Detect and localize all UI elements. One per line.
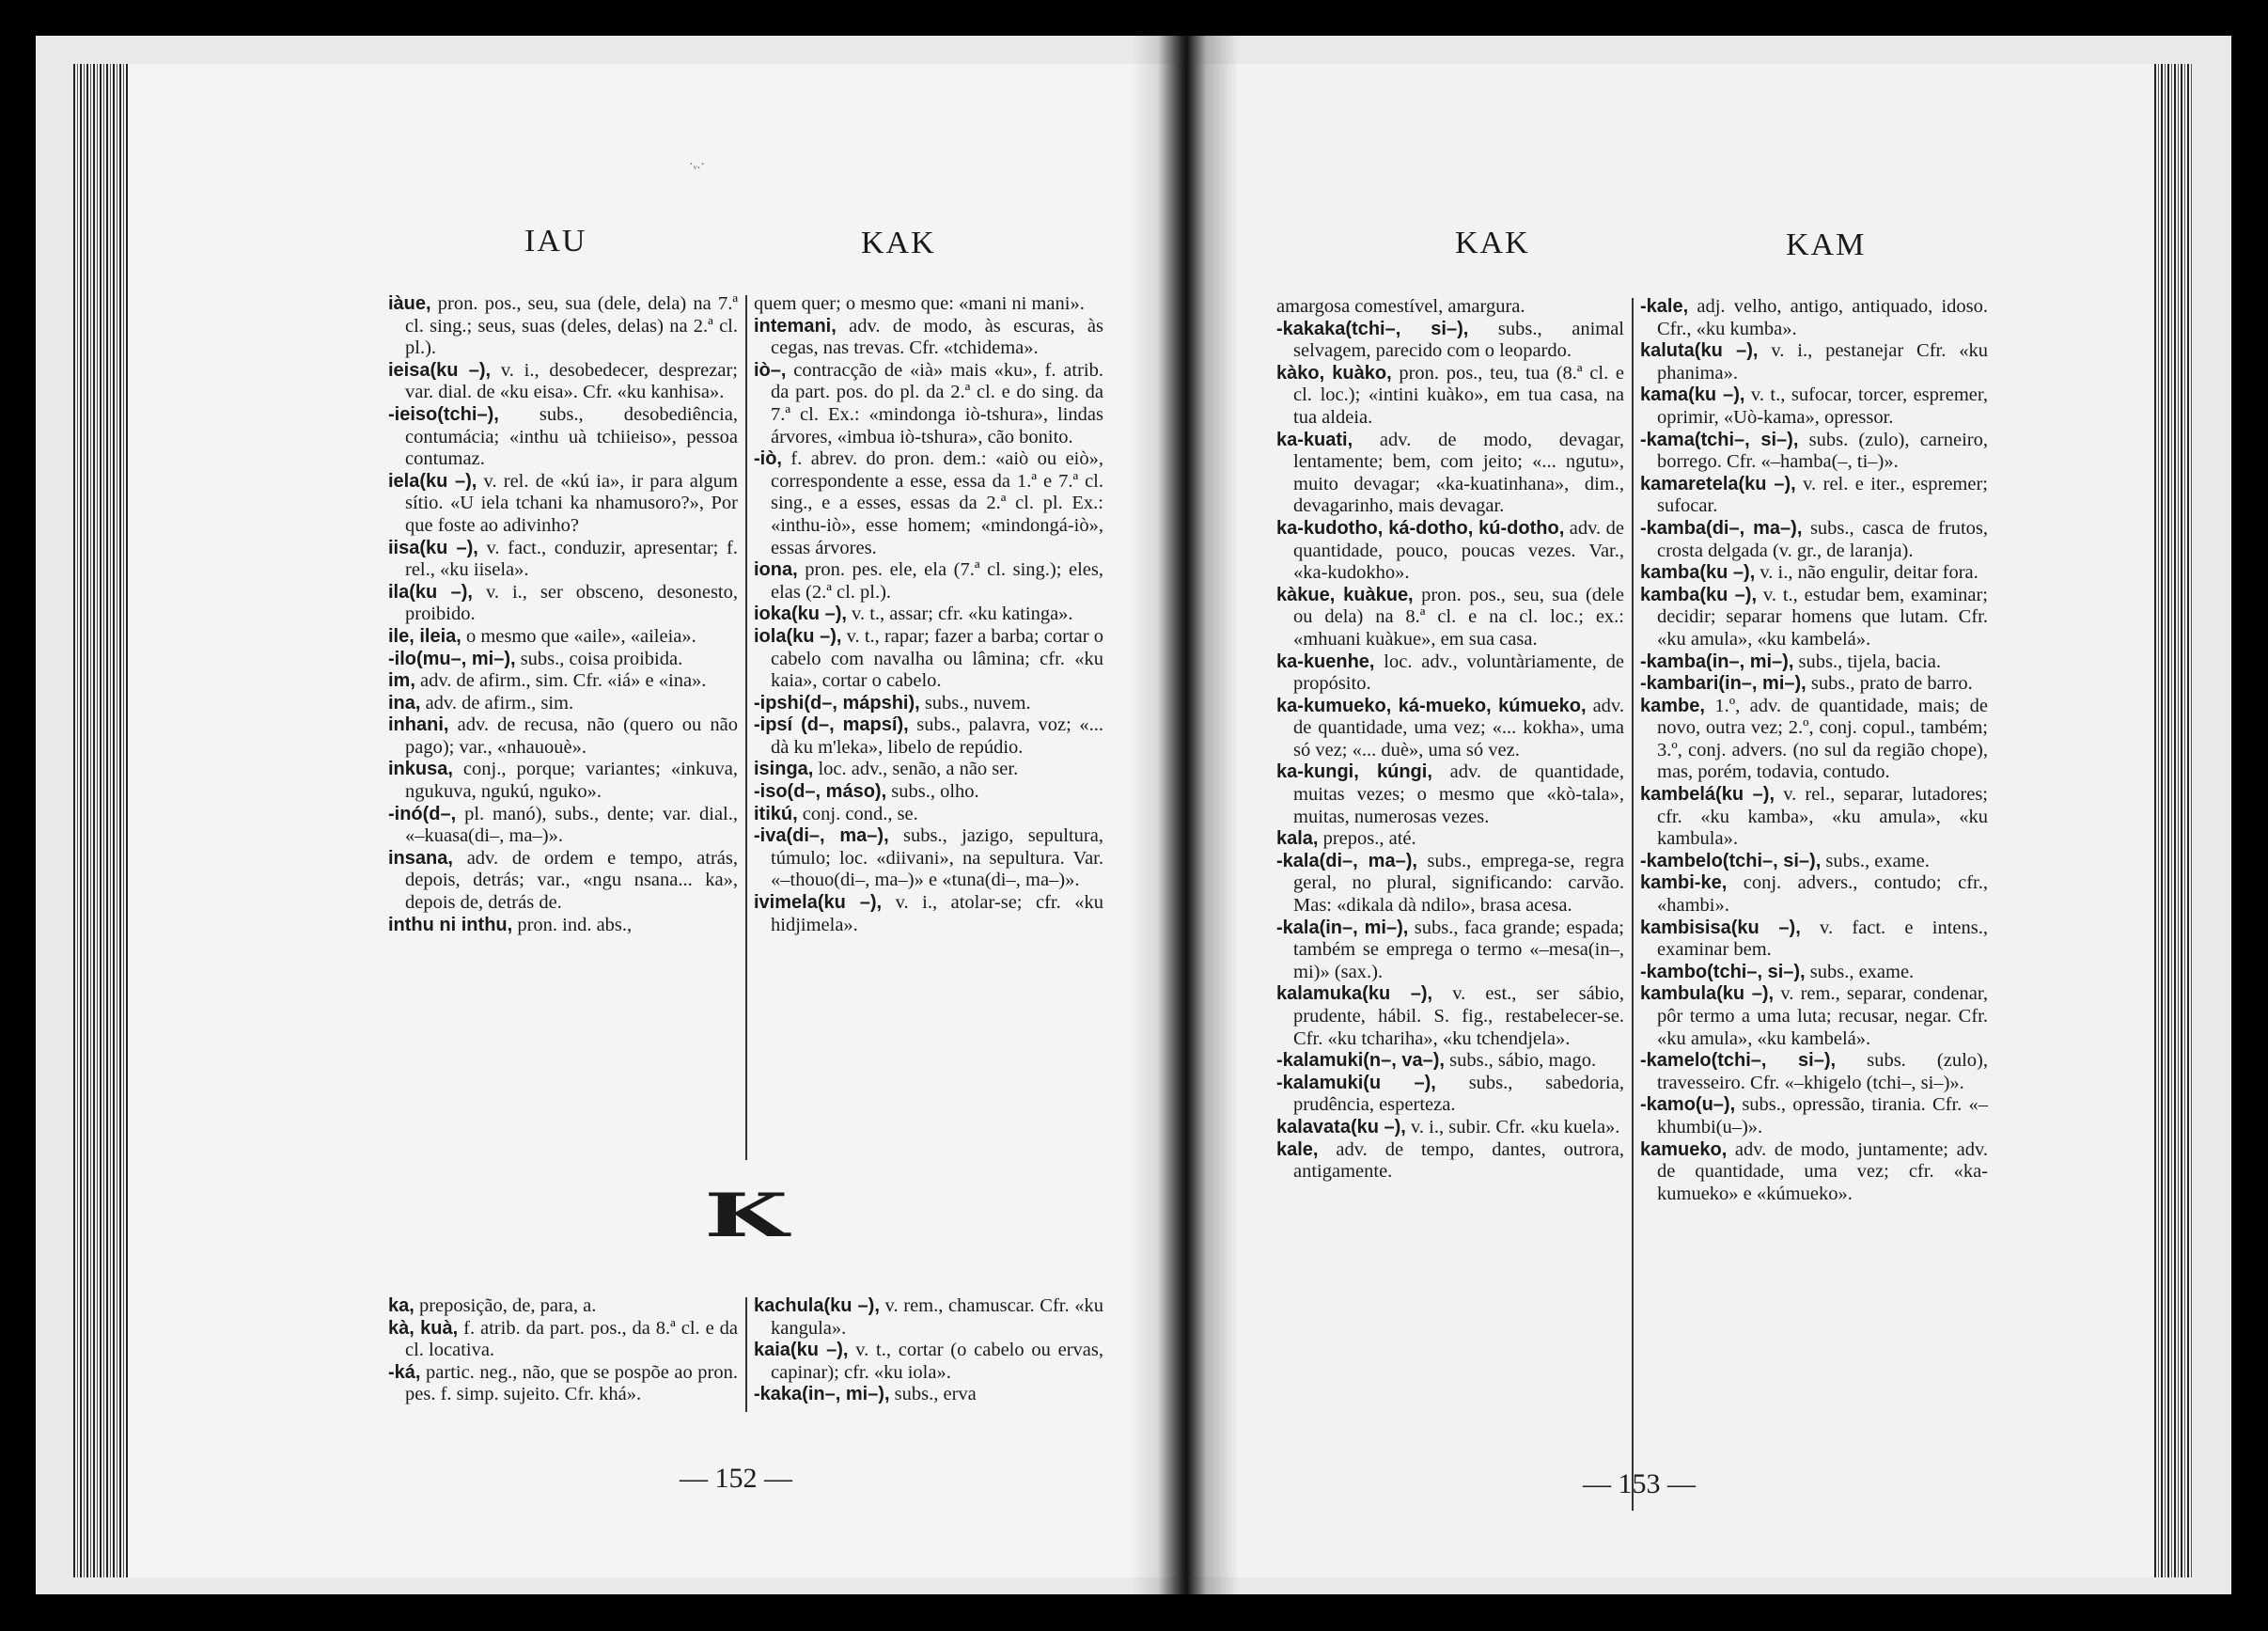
entry-definition: v. i., não engulir, deitar fora. [1755, 562, 1979, 584]
entry-headword: -kamo(u–), [1640, 1094, 1736, 1116]
entry-definition: pron. ind. abs., [512, 914, 633, 935]
book-gutter-shadow [1131, 36, 1239, 1594]
entry-headword: -kale, [1640, 296, 1689, 317]
dictionary-entry [1276, 917, 1624, 984]
entry-headword: iola(ku –), [754, 625, 842, 647]
entry-definition: pron. pos., seu, sua (dele, dela) na 7.ª cl. sing.; seus, suas (deles, delas) na 2.ª cl. pl.). [405, 293, 738, 359]
left-column-2-bottom [754, 1295, 1103, 1406]
dictionary-entry [1640, 562, 1988, 585]
entry-headword: -iva(di–, ma–), [754, 825, 889, 847]
left-column-rule [745, 295, 747, 1160]
entry-definition: v. fact. e intens., examinar bem. [1657, 917, 1988, 961]
entry-headword: ile, ileia, [388, 625, 461, 647]
entry-definition: subs., jazigo, sepultura, túmulo; loc. «diivani», na sepultura. Var. «–thouo(di–, ma–)» e «tuna(di–, ma–)». [771, 825, 1103, 891]
entry-definition: subs., faca grande; espada; também se emprega o termo «–mesa(in–, mi)» (sax.). [1293, 917, 1624, 982]
dictionary-entry [388, 649, 738, 671]
entry-definition: o mesmo que «aile», «aileia». [461, 625, 696, 647]
dictionary-entry [1276, 585, 1624, 651]
dictionary-entry [388, 759, 738, 803]
entry-definition: adj. velho, antigo, antiquado, idoso. Cfr., «ku kumba». [1657, 296, 1988, 339]
page-number-153: — 153 — [1583, 1468, 1696, 1499]
right-column-2 [1640, 296, 1988, 1205]
dictionary-entry [1276, 518, 1624, 585]
dictionary-entry [1640, 983, 1988, 1050]
entry-headword: kalamuka(ku –), [1276, 983, 1433, 1005]
entry-definition: v. t., rapar; fazer a barba; cortar o cabelo com navalha ou lâmina; cfr. «ku kaia», cortar o cabelo. [771, 625, 1103, 692]
entry-headword: kala, [1276, 828, 1319, 850]
dictionary-entry [754, 759, 1103, 781]
right-page-edge [2154, 64, 2192, 1577]
dictionary-entry [754, 559, 1103, 604]
entry-headword: kà, kuà, [388, 1317, 459, 1339]
dictionary-entry [388, 1318, 738, 1362]
section-letter: K [704, 1181, 789, 1251]
dictionary-entry [1276, 1050, 1624, 1073]
dictionary-entry [1640, 518, 1988, 562]
dictionary-entry [1276, 983, 1624, 1050]
entry-definition: v. t., cortar (o cabelo ou ervas, capinar); cfr. «ku iola». [771, 1340, 1104, 1383]
right-header-2: KAM [1786, 227, 1867, 262]
entry-definition: subs., olho. [886, 781, 979, 803]
left-column-1-bottom [388, 1295, 738, 1406]
entry-definition: subs., exame. [1805, 961, 1915, 982]
dictionary-entry [1640, 474, 1988, 518]
entry-headword: -kambo(tchi–, si–), [1640, 961, 1806, 982]
entry-headword: ka-kuenhe, [1276, 651, 1375, 672]
dictionary-entry [1276, 696, 1624, 762]
entry-definition: subs., sábio, mago. [1444, 1050, 1597, 1072]
dictionary-entry [388, 915, 738, 937]
dictionary-entry [1276, 430, 1624, 518]
dictionary-entry [388, 1362, 738, 1406]
dictionary-entry [388, 360, 738, 404]
entry-headword: kaluta(ku –), [1640, 340, 1759, 362]
dictionary-entry [754, 804, 1103, 826]
dictionary-entry [388, 1295, 738, 1318]
entry-definition: subs., desobediência, contumácia; «inthu uà tchiieiso», pessoa contumaz. [405, 403, 738, 470]
entry-headword: ina, [388, 692, 421, 714]
dictionary-entry [1276, 363, 1624, 430]
entry-headword: iàue, [388, 293, 431, 314]
entry-headword: im, [388, 670, 415, 692]
entry-headword: insana, [388, 847, 453, 869]
dictionary-entry [754, 448, 1103, 559]
entry-headword: kamba(ku –), [1640, 562, 1756, 584]
dictionary-entry [1640, 696, 1988, 784]
dictionary-entry [388, 670, 738, 693]
dictionary-entry [388, 714, 738, 759]
entry-headword: ka-kuati, [1276, 429, 1353, 450]
dictionary-entry [1276, 1117, 1624, 1139]
scan-background [36, 36, 2231, 1594]
dictionary-entry [754, 604, 1103, 626]
left-column-1 [388, 293, 738, 936]
dictionary-entry [754, 1384, 1103, 1406]
left-header-2: KAK [861, 226, 936, 260]
entry-definition: v. rel. de «kú ia», ir para algum sítio. «U iela tchani ka nhamusoro?», Por que foste ao adivinho? [405, 470, 738, 536]
dictionary-entry [754, 293, 1103, 316]
entry-headword: iò–, [754, 359, 787, 381]
dictionary-entry [388, 582, 738, 626]
entry-headword: -kakaka(tchi–, si–), [1276, 318, 1469, 339]
entry-headword: kambula(ku –), [1640, 983, 1775, 1005]
entry-definition: v. i., atolar-se; cfr. «ku hidjimela». [771, 892, 1104, 935]
entry-headword: intemani, [754, 315, 837, 337]
dictionary-entry [1276, 296, 1624, 319]
right-header-1: KAK [1455, 226, 1530, 260]
dictionary-entry [1276, 651, 1624, 696]
entry-definition: v. i., subir. Cfr. «ku kuela». [1405, 1116, 1620, 1137]
dictionary-entry [388, 693, 738, 715]
entry-headword: kama(ku –), [1640, 384, 1745, 406]
entry-definition: subs. (zulo), travesseiro. Cfr. «–khigelo (tchi–, si–)». [1657, 1050, 1989, 1093]
entry-definition: subs., exame. [1821, 850, 1930, 871]
entry-definition: loc. adv., voluntàriamente, de propósito. [1293, 651, 1624, 695]
entry-headword: -iso(d–, máso), [754, 781, 887, 803]
entry-definition: f. abrev. do pron. dem.: «aiò ou eiò», correspondente a esse, essa da 1.ª e 7.ª cl. sing., e a esses, essas da 2.ª cl. pl. Ex.: «inthu-iò», esse homem; «mindongá-iò», essas árvores. [771, 448, 1103, 558]
entry-definition: v. t., assar; cfr. «ku katinga». [846, 604, 1073, 625]
dictionary-entry [754, 781, 1103, 804]
dictionary-entry [754, 1340, 1103, 1384]
entry-headword: ka-kungi, kúngi, [1276, 761, 1432, 783]
entry-headword: kambelá(ku –), [1640, 784, 1775, 806]
entry-definition: subs., coisa proibida. [515, 648, 683, 669]
entry-headword: kaia(ku –), [754, 1340, 849, 1361]
entry-definition: v. i., desobedecer, desprezar; var. dial. de «ku eisa». Cfr. «ku kanhisa». [405, 359, 738, 403]
entry-headword: kamueko, [1640, 1138, 1728, 1160]
entry-definition: subs., tijela, bacia. [1793, 651, 1941, 672]
dictionary-entry [1276, 1139, 1624, 1184]
dictionary-entry [1640, 296, 1988, 340]
entry-definition: f. atrib. da part. pos., da 8.ª cl. e da cl. locativa. [405, 1317, 738, 1361]
right-column-rule [1632, 298, 1634, 1511]
entry-definition: subs., casca de frutos, crosta delgada (v. gr., de laranja). [1657, 517, 1988, 561]
dictionary-entry [1640, 340, 1988, 384]
entry-headword: -ká, [388, 1361, 421, 1383]
entry-definition: subs., emprega-se, regra geral, no plural, significando: carvão. Mas: «dikala dà ndilo», brasa acesa. [1293, 850, 1624, 917]
dictionary-entry [1640, 384, 1988, 429]
right-column-1 [1276, 296, 1624, 1184]
entry-headword: ila(ku –), [388, 581, 473, 603]
entry-definition: adv. de afirm., sim. [420, 692, 574, 714]
entry-headword: -ieiso(tchi–), [388, 403, 499, 425]
entry-definition: pron. pos., seu, sua (dele ou dela) na 8.ª cl. e na cl. loc.; ex.: «mhuani kuàkue», em sua casa. [1293, 584, 1624, 650]
dictionary-entry [1640, 1139, 1988, 1206]
entry-definition: subs., sabedoria, prudência, esperteza. [1293, 1072, 1624, 1116]
dictionary-entry [388, 848, 738, 915]
entry-headword: kale, [1276, 1138, 1319, 1160]
entry-definition: subs., palavra, voz; «... dà ku m'leka», libelo de repúdio. [771, 714, 1103, 758]
left-page [73, 64, 1201, 1577]
entry-headword: ka-kumueko, ká-mueko, kúmueko, [1276, 695, 1587, 716]
entry-headword: -kamba(in–, mi–), [1640, 651, 1794, 672]
entry-definition: conj. cond., se. [797, 803, 918, 824]
entry-headword: iela(ku –), [388, 470, 477, 492]
dictionary-entry [1276, 828, 1624, 851]
dictionary-entry [388, 404, 738, 471]
entry-definition: prepos., até. [1318, 828, 1416, 850]
entry-headword: inhani, [388, 714, 449, 736]
entry-headword: ieisa(ku –), [388, 359, 492, 381]
entry-definition: subs., animal selvagem, parecido com o leopardo. [1293, 318, 1625, 362]
entry-headword: kambe, [1640, 695, 1705, 716]
dictionary-entry [1640, 673, 1988, 696]
entry-definition: v. i., pestanejar Cfr. «ku phanima». [1657, 340, 1988, 384]
entry-definition: preposição, de, para, a. [414, 1295, 597, 1316]
entry-definition: v. t., sufocar, torcer, espremer, oprimir, «Uò-kama», opressor. [1657, 384, 1988, 428]
dictionary-entry [388, 804, 738, 848]
entry-headword: -kama(tchi–, si–), [1640, 429, 1799, 450]
entry-definition: adv. de recusa, não (quero ou não pago); var., «nhauouè». [405, 714, 738, 758]
entry-definition: v. rel., separar, lutadores; cfr. «ku kamba», «ku amula», «ku kambula». [1657, 784, 1988, 850]
dictionary-entry [1640, 651, 1988, 674]
entry-definition: amargosa comestível, amargura. [1276, 296, 1525, 317]
dictionary-entry [754, 825, 1103, 892]
entry-headword: -kala(in–, mi–), [1276, 917, 1409, 938]
entry-definition: v. rel. e iter., espremer; sufocar. [1657, 473, 1988, 517]
right-page [1173, 64, 2192, 1577]
entry-headword: kàko, kuàko, [1276, 362, 1392, 384]
entry-headword: itikú, [754, 803, 798, 824]
entry-headword: inthu ni inthu, [388, 914, 513, 935]
entry-definition: adv. de quantidade, uma vez; «... kokha», uma só vez; «... duè», uma só vez. [1293, 695, 1624, 761]
dictionary-entry [1640, 917, 1988, 962]
entry-headword: isinga, [754, 759, 814, 780]
entry-definition: conj. advers., contudo; cfr., «hambi». [1657, 872, 1988, 917]
dictionary-entry [1276, 761, 1624, 828]
entry-headword: -kambelo(tchi–, si–), [1640, 850, 1822, 871]
dictionary-entry [388, 538, 738, 582]
entry-definition: quem quer; o mesmo que: «mani ni mani». [754, 293, 1085, 314]
entry-definition: partic. neg., não, que se pospõe ao pron. pes. f. simp. sujeito. Cfr. khá». [405, 1361, 738, 1405]
dictionary-entry [1640, 585, 1988, 651]
left-header-1: IAU [524, 224, 587, 259]
entry-definition: loc. adv., senão, a não ser. [813, 759, 1019, 780]
left-column-rule-bottom [745, 1297, 747, 1412]
entry-definition: v. est., ser sábio, prudente, hábil. S. fig., restabelecer-se. Cfr. «ku tchariha», «ku tchendjela». [1293, 983, 1624, 1049]
entry-definition: v. fact., conduzir, apresentar; f. rel., «ku iisela». [405, 537, 738, 581]
entry-headword: -iò, [754, 448, 782, 470]
entry-headword: -kalamuki(n–, va–), [1276, 1050, 1445, 1072]
entry-definition: contracção de «ià» mais «ku», f. atrib. da part. pos. do pl. da 2.ª cl. e do sing. da 7.ª cl. Ex.: «mindonga iò-tshura», lindas árvores, «imbua iò-tshura», cão bonito. [771, 359, 1103, 447]
entry-headword: inkusa, [388, 759, 453, 780]
entry-headword: -kamba(di–, ma–), [1640, 517, 1803, 539]
dictionary-entry [754, 892, 1103, 936]
dictionary-entry [1276, 851, 1624, 917]
dictionary-entry [388, 293, 738, 360]
entry-definition: adv. de tempo, dantes, outrora, antigamente. [1293, 1138, 1624, 1183]
entry-definition: subs., erva [889, 1384, 977, 1405]
entry-headword: -ipshi(d–, mápshi), [754, 692, 920, 714]
dictionary-entry [1640, 784, 1988, 851]
dictionary-entry [1640, 872, 1988, 917]
dictionary-entry [1276, 319, 1624, 363]
entry-definition: adv. de modo, às escuras, às cegas, nas trevas. Cfr. «tchidema». [771, 315, 1103, 359]
dictionary-entry [1640, 962, 1988, 984]
entry-headword: iona, [754, 559, 798, 581]
entry-headword: kalavata(ku –), [1276, 1116, 1406, 1137]
entry-headword: -kalamuki(u –), [1276, 1072, 1436, 1093]
entry-definition: adv. de ordem e tempo, atrás, depois, detrás; var., «ngu nsana... ka», depois de, detrás de. [405, 847, 738, 914]
dictionary-entry [754, 360, 1103, 448]
entry-headword: kamaretela(ku –), [1640, 473, 1796, 494]
entry-definition: subs., prato de barro. [1806, 673, 1973, 695]
entry-headword: kambi-ke, [1640, 872, 1728, 894]
entry-definition: subs., nuvem. [919, 692, 1031, 714]
entry-headword: -inó(d–, [388, 803, 457, 824]
entry-definition: adv. de afirm., sim. Cfr. «iá» e «ina». [414, 670, 707, 692]
entry-definition: subs., opressão, tirania. Cfr. «–khumbi(u–)». [1657, 1094, 1988, 1137]
entry-definition: subs. (zulo), carneiro, borrego. Cfr. «–hamba(–, ti–)». [1657, 429, 1988, 473]
dictionary-entry [754, 626, 1103, 693]
entry-definition: 1.º, adv. de quantidade, mais; de novo, outra vez; 2.º, conj. copul., também; 3.º, conj. advers. (no sul da região chope), mas, porém, todavia, contudo. [1657, 695, 1988, 783]
entry-headword: iisa(ku –), [388, 537, 478, 558]
entry-definition: conj., porque; variantes; «inkuva, ngukuva, ngukú, nguko». [405, 759, 738, 803]
entry-headword: ivimela(ku –), [754, 892, 883, 914]
dictionary-entry [754, 1295, 1103, 1340]
left-column-2 [754, 293, 1103, 936]
entry-definition: pron. pos., teu, tua (8.ª cl. e cl. loc.); «intini kuàko», em tua casa, na tua aldeia. [1293, 362, 1624, 428]
dictionary-entry [1276, 1073, 1624, 1117]
dictionary-entry [754, 693, 1103, 715]
entry-headword: -kamelo(tchi–, si–), [1640, 1050, 1837, 1072]
dictionary-entry [754, 714, 1103, 759]
dictionary-entry [1640, 430, 1988, 474]
entry-definition: adv. de modo, juntamente; adv. de quantidade, uma vez; cfr. «ka-kumueko» e «kúmueko». [1657, 1138, 1988, 1204]
entry-headword: ioka(ku –), [754, 604, 847, 625]
entry-definition: v. rem., chamuscar. Cfr. «ku kangula». [771, 1295, 1103, 1339]
entry-definition: pl. manó), subs., dente; var. dial., «–kuasa(di–, ma–)». [405, 803, 738, 847]
entry-headword: kambisisa(ku –), [1640, 917, 1801, 938]
entry-headword: -kambari(in–, mi–), [1640, 673, 1807, 695]
entry-definition: v. i., ser obsceno, desonesto, proibido. [405, 581, 738, 625]
entry-definition: adv. de modo, devagar, lentamente; bem, com jeito; «... ngutu», muito devagar; «ka-kuatinhana», dim., devagarinho, mais devagar. [1293, 429, 1624, 517]
entry-definition: v. rem., separar, condenar, pôr termo a uma luta; recusar, negar. Cfr. «ku amula», «ku kambelá». [1657, 983, 1988, 1049]
entry-headword: kachula(ku –), [754, 1295, 880, 1316]
print-speck: ·ᵥ.· [689, 158, 705, 172]
entry-headword: -kaka(in–, mi–), [754, 1384, 890, 1405]
dictionary-entry [1640, 1094, 1988, 1138]
entry-headword: kamba(ku –), [1640, 584, 1758, 605]
dictionary-entry [1640, 1050, 1988, 1094]
dictionary-entry [754, 316, 1103, 360]
entry-definition: adv. de quantidade, muitas vezes; o mesmo que «kò-tala», muitas, numerosas vezes. [1293, 761, 1624, 827]
entry-headword: -ipsí (d–, mapsí), [754, 714, 909, 736]
entry-headword: ka-kudotho, ká-dotho, kú-dotho, [1276, 517, 1565, 539]
dictionary-entry [388, 626, 738, 649]
entry-definition: pron. pes. ele, ela (7.ª cl. sing.); eles, elas (2.ª cl. pl.). [771, 559, 1103, 603]
entry-definition: adv. de quantidade, pouco, poucas vezes. Var., «ka-kudokho». [1293, 517, 1624, 584]
dictionary-entry [388, 471, 738, 538]
page-number-152: — 152 — [680, 1463, 792, 1494]
entry-headword: -ilo(mu–, mi–), [388, 648, 516, 669]
entry-definition: v. t., estudar bem, examinar; decidir; separar homens que lutam. Cfr. «ku amula», «ku kambelá». [1657, 584, 1988, 650]
entry-headword: ka, [388, 1295, 414, 1316]
left-page-edge [73, 64, 128, 1577]
entry-headword: kàkue, kuàkue, [1276, 584, 1414, 605]
entry-headword: -kala(di–, ma–), [1276, 850, 1417, 871]
dictionary-entry [1640, 851, 1988, 873]
